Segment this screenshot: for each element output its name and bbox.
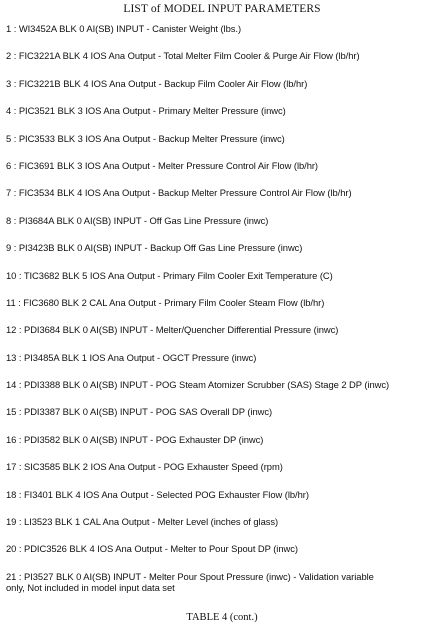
list-item (6, 461, 442, 488)
list-item (6, 516, 442, 543)
list-item (6, 78, 442, 105)
list-item-text: 15 : PDI3387 BLK 0 AI(SB) INPUT - POG SAS Overall DP (inwc) (6, 406, 273, 418)
list-item (6, 352, 442, 379)
list-item (6, 543, 442, 570)
list-item-text: 13 : PI3485A BLK 1 IOS Ana Output - OGCT Pressure (inwc) (6, 351, 257, 363)
list-item-text: 11 : FIC3680 BLK 2 CAL Ana Output - Primary Film Cooler Steam Flow (lb/hr) (6, 296, 325, 308)
page-title: LIST of MODEL INPUT PARAMETERS (123, 3, 321, 15)
list-item (6, 242, 442, 269)
list-item-text: 2 : FIC3221A BLK 4 IOS Ana Output - Total Melter Film Cooler & Purge Air Flow (lb/hr) (6, 50, 360, 62)
list-item-text: 5 : PIC3533 BLK 3 IOS Ana Output - Backup Melter Pressure (inwc) (6, 132, 285, 144)
list-item-text: 17 : SIC3585 BLK 2 IOS Ana Output - POG Exhauster Speed (rpm) (6, 461, 283, 473)
list-item-text: 19 : LI3523 BLK 1 CAL Ana Output - Melter Level (inches of glass) (6, 516, 279, 528)
list-item (6, 133, 442, 160)
list-item-text: 10 : TIC3682 BLK 5 IOS Ana Output - Primary Film Cooler Exit Temperature (C) (6, 269, 333, 281)
list-item (6, 105, 442, 132)
parameter-list (6, 23, 442, 593)
list-item (6, 50, 442, 77)
list-item-continuation: only, Not included in model input data set (6, 581, 175, 593)
list-item (6, 324, 442, 351)
list-item (6, 187, 442, 214)
table-caption: TABLE 4 (cont.) (186, 612, 258, 623)
list-item-text: 16 : PDI3582 BLK 0 AI(SB) INPUT - POG Exhauster DP (inwc) (6, 433, 264, 445)
list-item-text: 21 : PI3527 BLK 0 AI(SB) INPUT - Melter Pour Spout Pressure (inwc) - Validation variable (6, 570, 374, 582)
list-item (6, 160, 442, 187)
list-item (6, 406, 442, 433)
list-item-text: 1 : WI3452A BLK 0 AI(SB) INPUT - Canister Weight (lbs.) (6, 23, 242, 34)
list-item-text: 8 : PI3684A BLK 0 AI(SB) INPUT - Off Gas Line Pressure (inwc) (6, 214, 269, 226)
list-item (6, 215, 442, 242)
list-item-text: 3 : FIC3221B BLK 4 IOS Ana Output - Backup Film Cooler Air Flow (lb/hr) (6, 77, 308, 89)
list-item (6, 571, 442, 593)
list-item (6, 23, 442, 50)
list-item-text: 14 : PDI3388 BLK 0 AI(SB) INPUT - POG Steam Atomizer Scrubber (SAS) Stage 2 DP (inwc) (6, 379, 390, 391)
list-item-text: 20 : PDIC3526 BLK 4 IOS Ana Output - Melter to Pour Spout DP (inwc) (6, 543, 298, 555)
list-item-text: 12 : PDI3684 BLK 0 AI(SB) INPUT - Melter/Quencher Differential Pressure (inwc) (6, 324, 339, 336)
list-item-text: 18 : FI3401 BLK 4 IOS Ana Output - Selected POG Exhauster Flow (lb/hr) (6, 488, 309, 500)
list-item (6, 270, 442, 297)
list-item-text: 7 : FIC3534 BLK 4 IOS Ana Output - Backup Melter Pressure Control Air Flow (lb/hr) (6, 187, 352, 199)
list-item-text: 6 : FIC3691 BLK 3 IOS Ana Output - Melter Pressure Control Air Flow (lb/hr) (6, 159, 319, 171)
list-item-text: 9 : PI3423B BLK 0 AI(SB) INPUT - Backup Off Gas Line Pressure (inwc) (6, 242, 303, 254)
list-item (6, 434, 442, 461)
list-item (6, 489, 442, 516)
list-item-text: 4 : PIC3521 BLK 3 IOS Ana Output - Primary Melter Pressure (inwc) (6, 105, 286, 117)
list-item (6, 297, 442, 324)
list-item (6, 379, 442, 406)
